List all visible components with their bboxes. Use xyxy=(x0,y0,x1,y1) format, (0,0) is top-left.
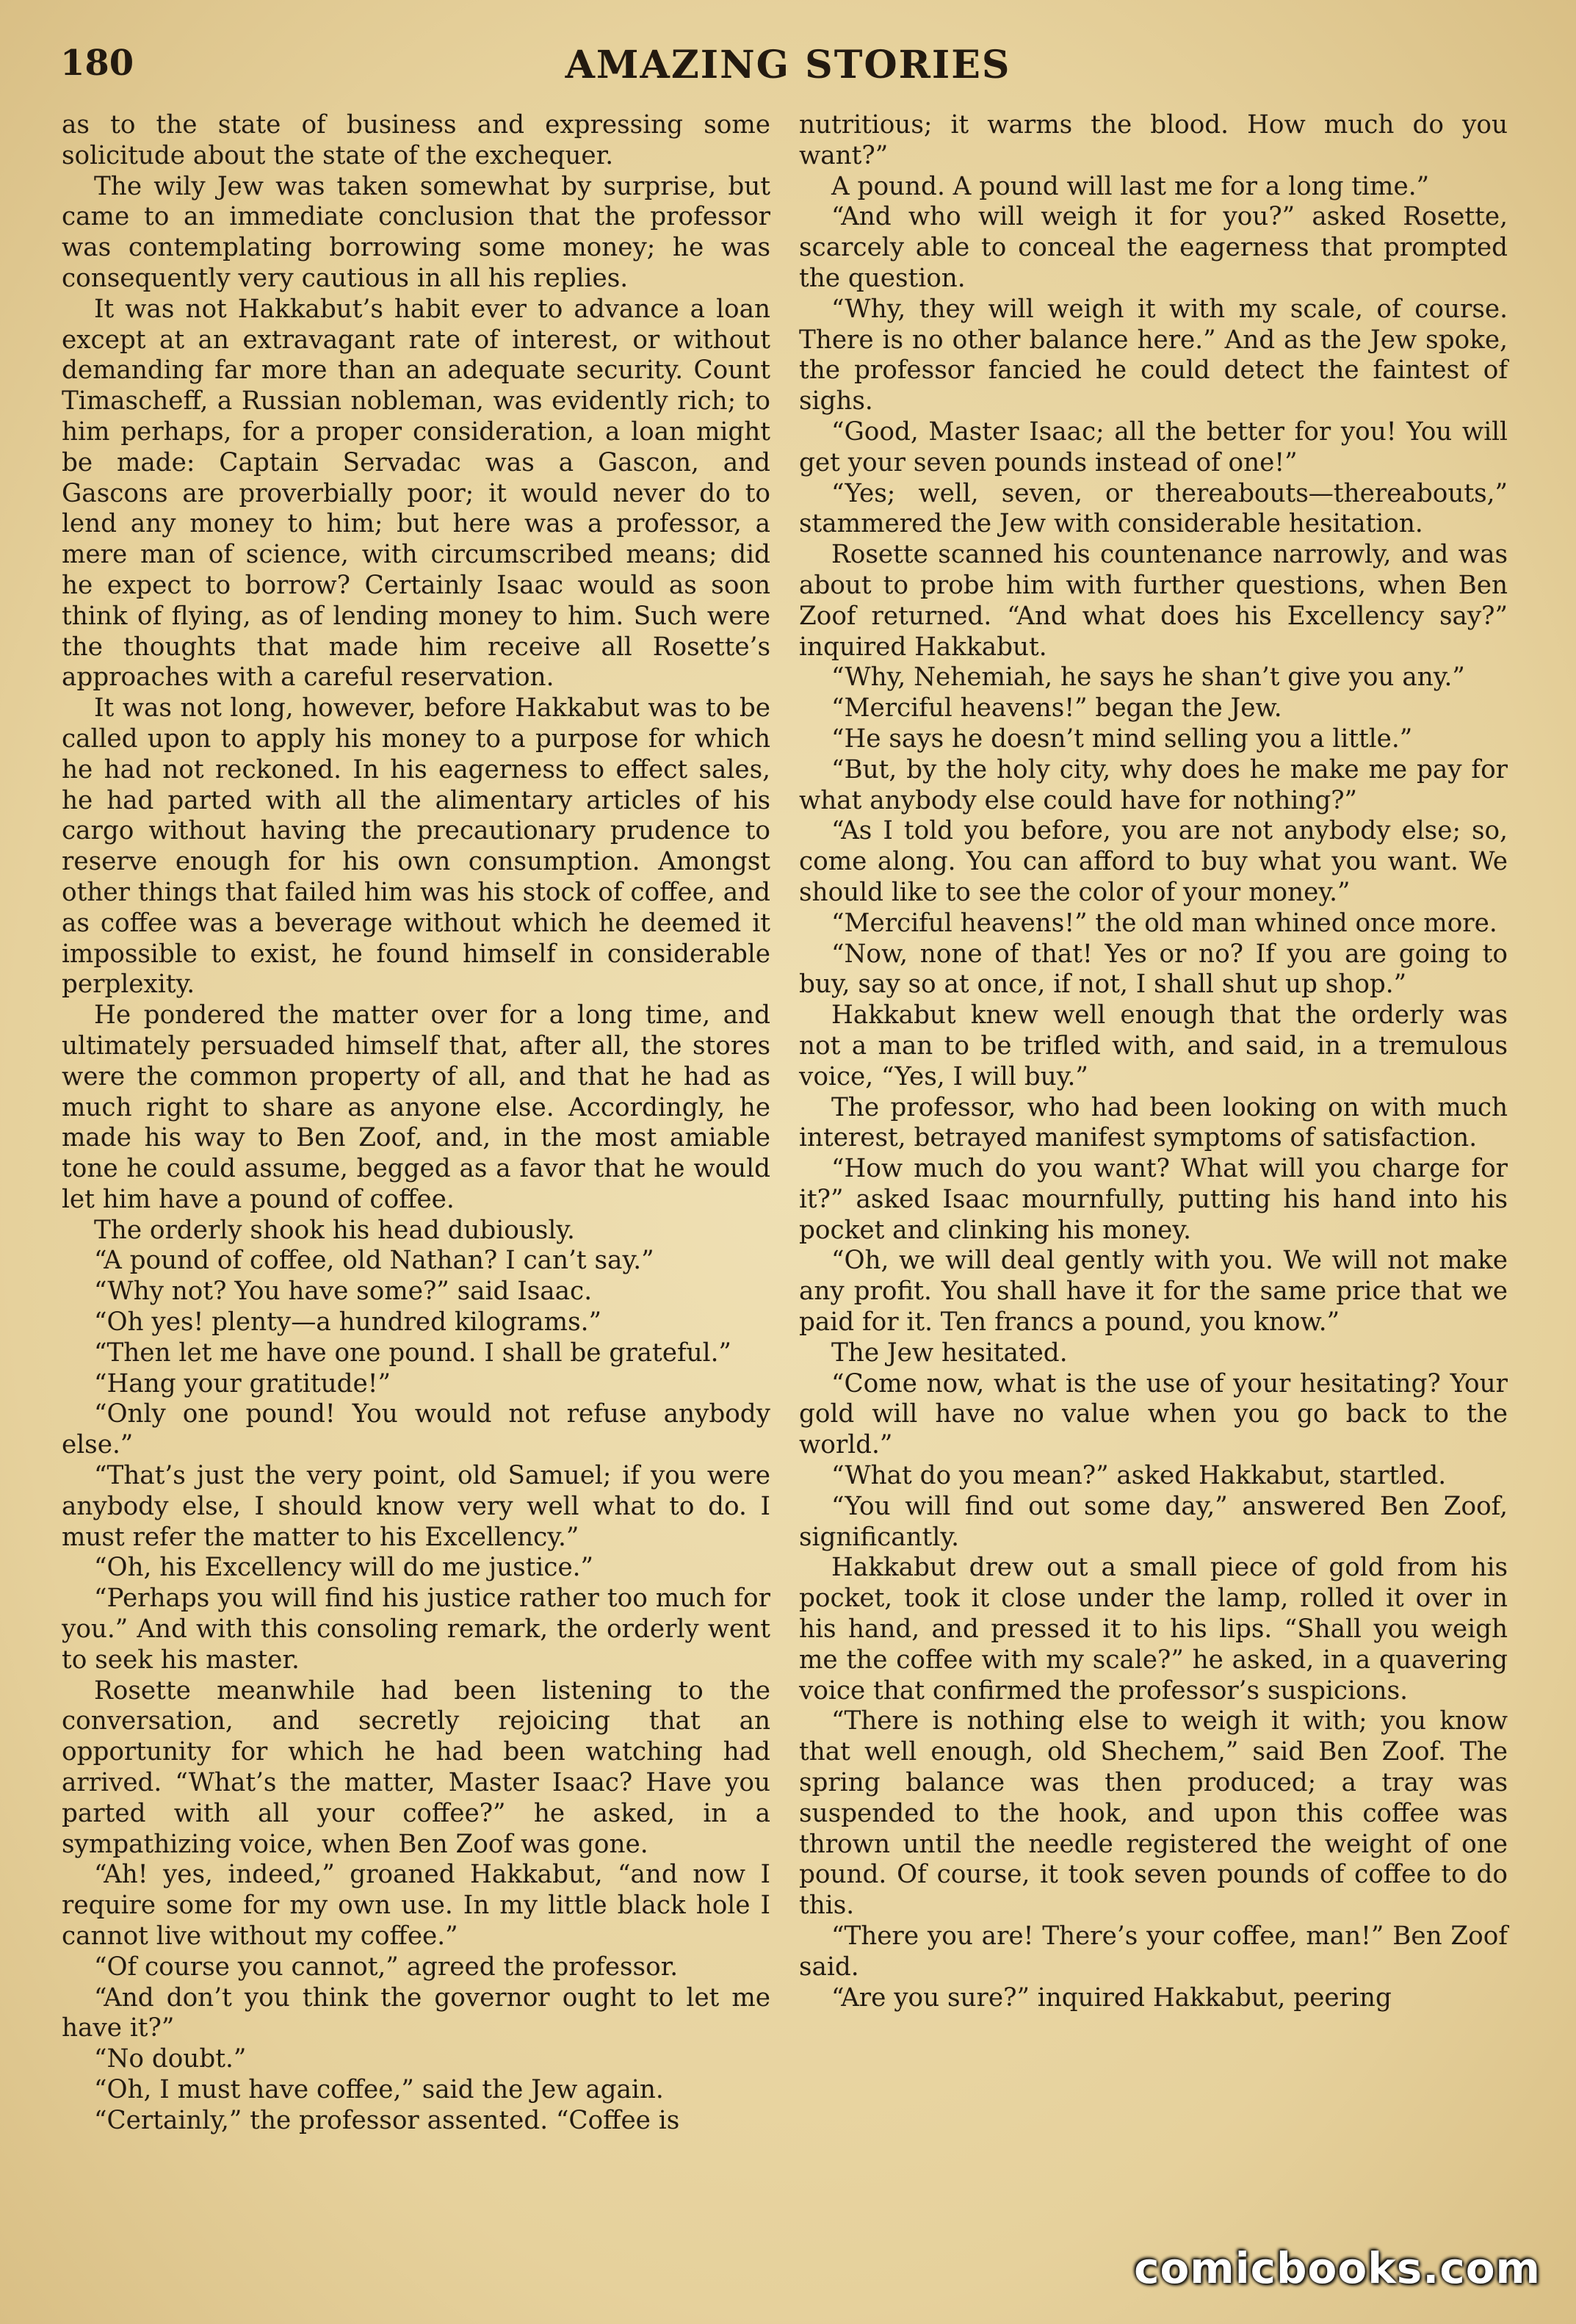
paragraph: “Why not? You have some?” said Isaac. xyxy=(94,1277,593,1307)
page-number: 180 xyxy=(60,43,134,84)
paragraph: “There you are! There’s your coffee, man!” Ben Zoof said. xyxy=(799,1921,1508,1982)
paragraph: Rosette scanned his countenance narrowly, and was about to probe him with further questions, when Ben Zoof returned. “And what does his Excellency say?” inquired Hakkabut. xyxy=(799,540,1508,662)
paragraph: as to the state of business and expressing some solicitude about the state of the exchequer. xyxy=(62,110,770,170)
paragraph: “Perhaps you will find his justice rather too much for you.” And with this consoling remark, the orderly went to seek his master. xyxy=(62,1584,770,1675)
paragraph: “What do you mean?” asked Hakkabut, startled. xyxy=(831,1461,1447,1491)
paragraph: The professor, who had been looking on with much interest, betrayed manifest symptoms of satisfaction. xyxy=(799,1092,1508,1153)
paragraph: “Good, Master Isaac; all the better for you! You will get your seven pounds instead of one!” xyxy=(799,416,1508,477)
paragraph: “You will find out some day,” answered Ben Zoof, significantly. xyxy=(799,1491,1508,1552)
paragraph: “Are you sure?” inquired Hakkabut, peering xyxy=(831,1982,1392,2013)
watermark-logo: comicbooks.com xyxy=(1134,2243,1541,2293)
paragraph: The wily Jew was taken somewhat by surprise, but came to an immediate conclusion that the professor was contemplating borrowing some money; he was consequently very cautious in all his replies. xyxy=(62,171,770,293)
paragraph: “Ah! yes, indeed,” groaned Hakkabut, “and now I require some for my own use. In my little black hole I cannot live without my coffee.” xyxy=(62,1860,770,1952)
paragraph: “Only one pound! You would not refuse anybody else.” xyxy=(62,1399,770,1460)
paragraph: Hakkabut knew well enough that the orderly was not a man to be trifled with, and said, in a tremulous voice, “Yes, I will buy.” xyxy=(799,1000,1508,1091)
paragraph: It was not Hakkabut’s habit ever to advance a loan except at an extravagant rate of interest, or without demanding far more than an adequate security. Count Timascheff, a Russian nobleman, was evidently rich; to him perhaps, for a proper consideration, a loan might be made: Captain Servadac was a Gascon, and Gascons are proverbially poor; it would never do to lend any money to him; but here was a professor, a mere man of science, with circumscribed means; did he expect to borrow? Certainly Isaac would as soon think of flying, as of lending money to him. Such were the thoughts that made him receive all Rosette’s approaches with a careful reservation. xyxy=(62,294,770,693)
paragraph: “How much do you want? What will you charge for it?” asked Isaac mournfully, putting his hand into his pocket and clinking his money. xyxy=(799,1154,1508,1245)
paragraph: “Come now, what is the use of your hesitating? Your gold will have no value when you go back to the world.” xyxy=(799,1368,1508,1460)
paragraph: “A pound of coffee, old Nathan? I can’t say.” xyxy=(94,1246,654,1276)
paragraph: nutritious; it warms the blood. How much do you want?” xyxy=(799,110,1508,170)
paragraph: “Oh, I must have coffee,” said the Jew again. xyxy=(94,2075,664,2104)
paragraph: “There is nothing else to weigh it with; you know that well enough, old Shechem,” said Ben Zoof. The spring balance was then produced; a tray was suspended to the hook, and upon this coffee was thrown until the needle registered the weight of one pound. Of course, it took seven pounds of coffee to do this. xyxy=(799,1706,1508,1921)
paragraph: “Why, they will weigh it with my scale, of course. There is no other balance here.” And as the Jew spoke, the professor fancied he could detect the faintest of sighs. xyxy=(799,294,1508,416)
paragraph: “Oh yes! plenty—a hundred kilograms.” xyxy=(94,1307,601,1338)
paragraph: “That’s just the very point, old Samuel; if you were anybody else, I should know very well what to do. I must refer the matter to his Excellency.” xyxy=(62,1461,770,1552)
paragraph: “Then let me have one pound. I shall be grateful.” xyxy=(94,1338,731,1368)
paragraph: “As I told you before, you are not anybody else; so, come along. You can afford to buy what you want. We should like to see the color of your money.” xyxy=(799,816,1508,907)
paragraph: The orderly shook his head dubiously. xyxy=(94,1215,575,1245)
paragraph: “Yes; well, seven, or thereabouts—thereabouts,” stammered the Jew with considerable hesitation. xyxy=(799,478,1508,539)
paragraph: “Merciful heavens!” the old man whined once more. xyxy=(831,908,1497,938)
paragraph: A pound. A pound will last me for a long time.” xyxy=(831,171,1430,201)
paragraph: “Certainly,” the professor assented. “Coffee is xyxy=(94,2105,680,2135)
paragraph: “And who will weigh it for you?” asked Rosette, scarcely able to conceal the eagerness that prompted the question. xyxy=(799,202,1508,293)
paragraph: Hakkabut drew out a small piece of gold from his pocket, took it close under the lamp, rolled it over in his hand, and pressed it to his lips. “Shall you weigh me the coffee with my scale?” he asked, in a quavering voice that confirmed the professor’s suspicions. xyxy=(799,1553,1508,1706)
paragraph: It was not long, however, before Hakkabut was to be called upon to apply his money to a purpose for which he had not reckoned. In his eagerness to effect sales, he had parted with all the alimentary articles of his cargo without having the precautionary prudence to reserve enough for his own consumption. Amongst other things that failed him was his stock of coffee, and as coffee was a beverage without which he deemed it impossible to exist, he found himself in considerable perplexity. xyxy=(62,693,770,1000)
page-header xyxy=(0,43,1576,94)
paragraph: “And don’t you think the governor ought to let me have it?” xyxy=(62,1982,770,2043)
magazine-title: AMAZING STORIES xyxy=(565,43,1011,87)
paragraph: “But, by the holy city, why does he make me pay for what anybody else could have for nothing?” xyxy=(799,754,1508,815)
paragraph: The Jew hesitated. xyxy=(831,1338,1068,1368)
right-text-column xyxy=(799,110,1508,2013)
paragraph: “Of course you cannot,” agreed the professor. xyxy=(94,1952,679,1982)
paragraph: He pondered the matter over for a long time, and ultimately persuaded himself that, after all, the stores were the common property of all, and that he had as much right to share as anyone else. Accordingly, he made his way to Ben Zoof, and, in the most amiable tone he could assume, begged as a favor that he would let him have a pound of coffee. xyxy=(62,1000,770,1214)
paragraph: “Oh, his Excellency will do me justice.” xyxy=(94,1553,594,1583)
paragraph: “Merciful heavens!” began the Jew. xyxy=(831,693,1282,723)
paragraph: “No doubt.” xyxy=(94,2044,247,2074)
left-text-column xyxy=(62,110,770,2137)
paragraph: “Hang your gratitude!” xyxy=(94,1368,391,1399)
paragraph: “Why, Nehemiah, he says he shan’t give you any.” xyxy=(831,663,1465,693)
paragraph: Rosette meanwhile had been listening to the conversation, and secretly rejoicing that an opportunity for which he had been watching had arrived. “What’s the matter, Master Isaac? Have you parted with all your coffee?” he asked, in a sympathizing voice, when Ben Zoof was gone. xyxy=(62,1675,770,1859)
paragraph: “Now, none of that! Yes or no? If you are going to buy, say so at once, if not, I shall shut up shop.” xyxy=(799,939,1508,1000)
paragraph: “He says he doesn’t mind selling you a little.” xyxy=(831,723,1413,754)
paragraph: “Oh, we will deal gently with you. We will not make any profit. You shall have it for the same price that we paid for it. Ten francs a pound, you know.” xyxy=(799,1246,1508,1338)
